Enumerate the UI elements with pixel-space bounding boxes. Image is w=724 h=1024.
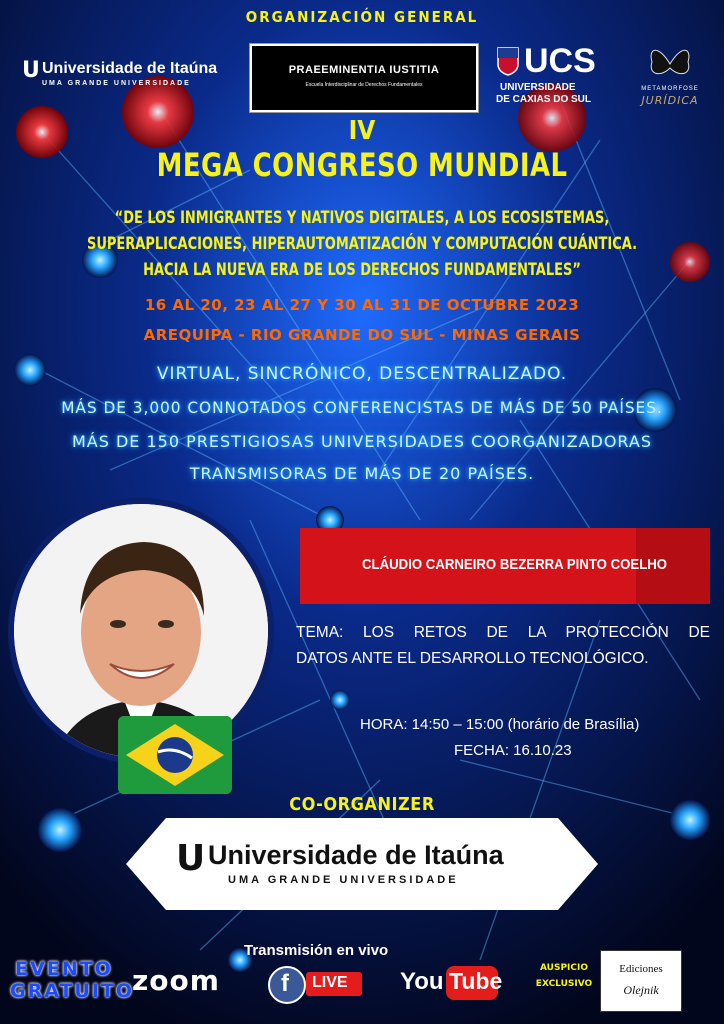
info-line-4: TRANSMISORAS DE MÁS DE 20 PAÍSES. [189, 464, 535, 483]
ucs-sub-1: UNIVERSIDADE [500, 82, 576, 93]
metamorfose-logo [628, 44, 712, 110]
ucs-sub-2: DE CAXIAS DO SUL [496, 94, 592, 105]
speaker-hora: HORA: 14:50 – 15:00 (horário de Brasília) [360, 716, 640, 733]
zoom-logo: zoom [132, 964, 220, 997]
youtube-tube: Tube [449, 968, 503, 994]
praeeminentia-subtitle: Escuela Interdisciplinar de Derechos Fundamentales [305, 82, 423, 88]
evento-line-2: GRATUITO [10, 980, 135, 1002]
evento-gratuito-badge [10, 958, 135, 1002]
auspicio-line-1: AUSPICIO [539, 963, 589, 973]
live-text: LIVE [312, 974, 348, 991]
info-line-1: VIRTUAL, SINCRÓNICO, DESCENTRALIZADO. [156, 364, 568, 384]
congress-quote-line-1: “DE LOS INMIGRANTES Y NATIVOS DIGITALES, A LOS ECOSISTEMAS, [114, 208, 610, 228]
auspicio-label [532, 960, 596, 992]
ucs-title: UCS [524, 42, 596, 80]
metamorfose-text-2: JURÍDICA [641, 94, 699, 107]
transmision-label: Transmisión en vivo [244, 942, 389, 959]
co-organizer-name: Universidade de Itaúna [208, 840, 504, 870]
co-organizer-tag: UMA GRANDE UNIVERSIDADE [228, 874, 459, 886]
itauna-mark-icon-large: Ս [176, 838, 203, 879]
auspicio-line-2: EXCLUSIVO [535, 979, 593, 989]
info-line-3: MÁS DE 150 PRESTIGIOSAS UNIVERSIDADES COORGANIZADORAS [71, 432, 652, 451]
youtube-tube-box [446, 966, 503, 1000]
evento-line-1: EVENTO [15, 958, 113, 980]
brazil-flag-icon [118, 716, 232, 794]
co-organizer-logo [176, 838, 556, 894]
ediciones-olejnik-logo [600, 950, 682, 1012]
ucs-logo [496, 42, 616, 108]
ediciones-line-2: Olejnik [623, 983, 659, 997]
youtube-you: You [400, 968, 444, 995]
congress-places: AREQUIPA - RIO GRANDE DO SUL - MINAS GERAIS [143, 326, 581, 344]
congress-dates: 16 AL 20, 23 AL 27 Y 30 AL 31 DE OCTUBRE 2023 [144, 296, 580, 314]
metamorfose-text-1: METAMORFOSE [641, 86, 699, 92]
congress-quote-line-2: SUPERAPLICACIONES, HIPERAUTOMATIZACIÓN Y COMPUTACIÓN CUÁNTICA. [86, 234, 638, 254]
organizacion-general-label: ORGANIZACIÓN GENERAL [245, 8, 479, 26]
co-organizer-label: CO-ORGANIZER [289, 794, 435, 815]
info-line-2: MÁS DE 3,000 CONNOTADOS CONFERENCISTAS DE MÁS DE 50 PAÍSES. [61, 398, 663, 417]
praeeminentia-title: PRAEEMINENTIA IUSTITIA [288, 64, 440, 76]
speaker-name: CLÁUDIO CARNEIRO BEZERRA PINTO COELHO [362, 556, 668, 573]
facebook-icon: f [268, 966, 306, 1004]
speaker-fecha: FECHA: 16.10.23 [454, 742, 572, 759]
facebook-live-logo [268, 966, 364, 1000]
ediciones-line-1: Ediciones [619, 963, 663, 975]
itauna-logo-name: Universidade de Itaúna [42, 60, 218, 77]
congress-numeral: IV [348, 116, 376, 146]
youtube-logo [400, 964, 503, 1002]
itauna-mark-icon: Ս [22, 58, 39, 83]
congress-quote-line-3: HACIA LA NUEVA ERA DE LOS DERECHOS FUNDAMENTALES” [143, 260, 581, 280]
itauna-logo-top [22, 58, 232, 94]
butterfly-icon [648, 44, 692, 84]
praeeminentia-logo [250, 44, 478, 112]
itauna-logo-tag: UMA GRANDE UNIVERSIDADE [42, 80, 191, 87]
speaker-tema-line-1: TEMA: LOS RETOS DE LA PROTECCIÓN DE [296, 624, 710, 641]
congress-title: MEGA CONGRESO MUNDIAL [156, 146, 568, 184]
speaker-tema-line-2: DATOS ANTE EL DESARROLLO TECNOLÓGICO. [296, 650, 649, 667]
live-badge [306, 972, 362, 996]
ucs-shield-icon [496, 46, 520, 76]
